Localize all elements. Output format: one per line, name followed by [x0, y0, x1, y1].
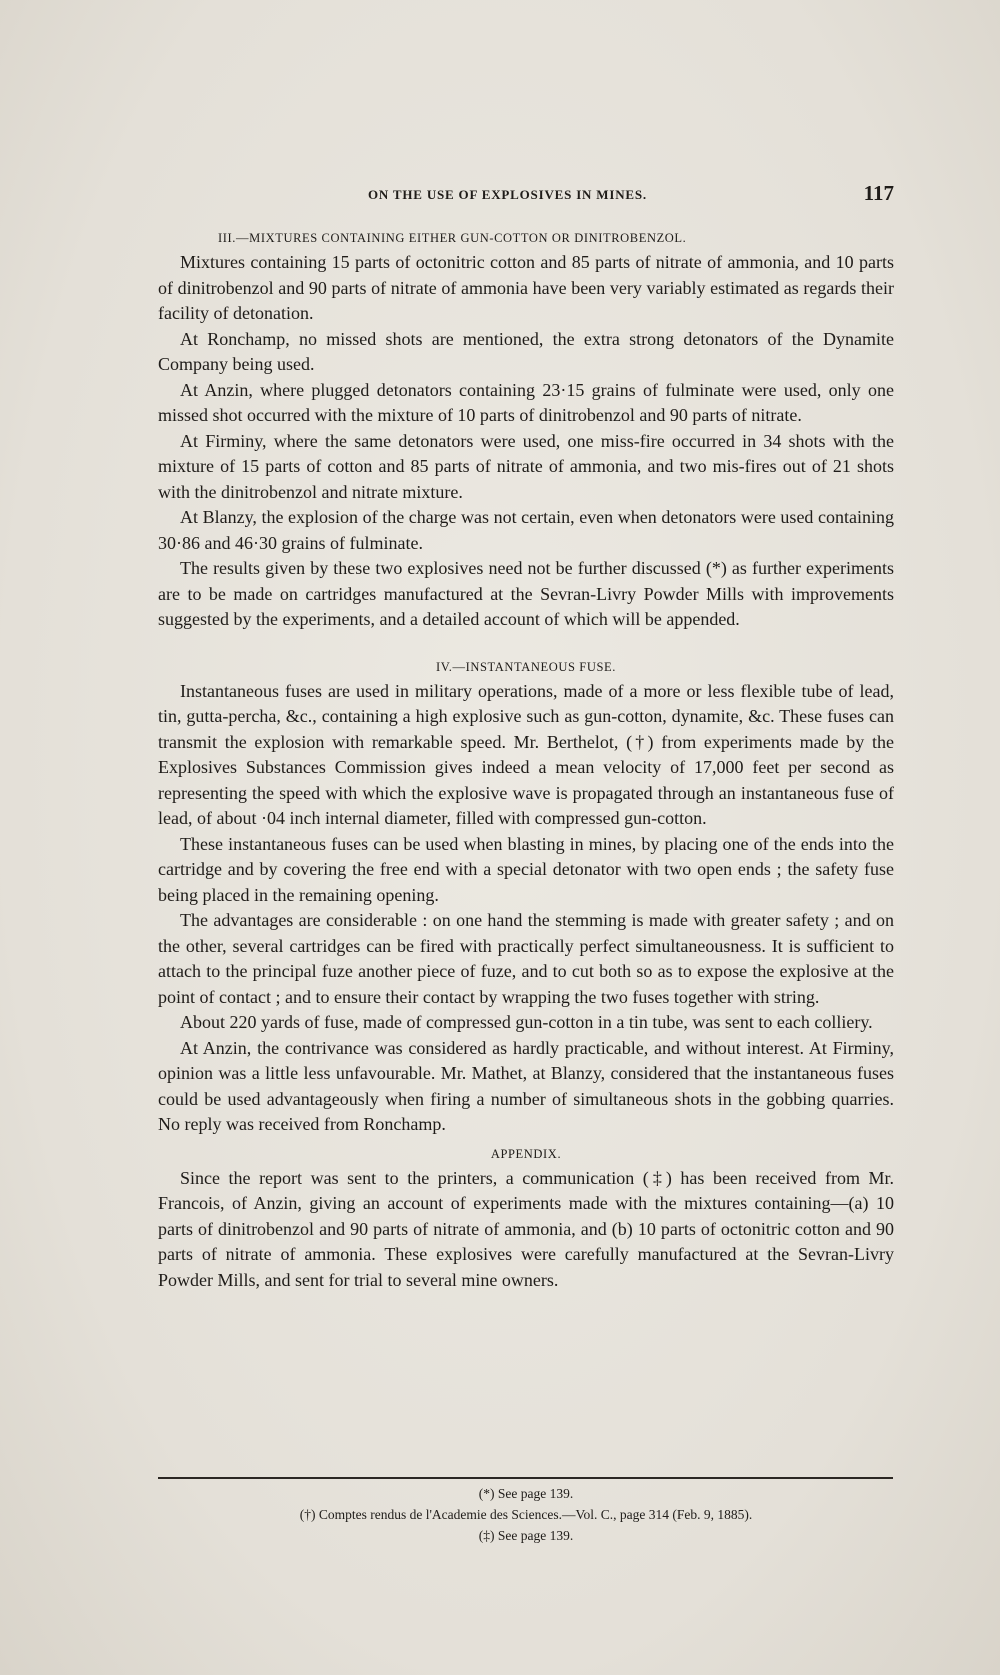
footnote: (†) Comptes rendus de l'Academie des Sciences.—Vol. C., page 314 (Feb. 9, 1885). — [299, 1507, 753, 1522]
paragraph: At Ronchamp, no missed shots are mentioned, the extra strong detonators of the Dynamite Company being used. — [158, 328, 894, 374]
section-heading: III.—MIXTURES CONTAINING EITHER GUN-COTTON OR DINITROBENZOL. — [218, 231, 687, 245]
paragraph: About 220 yards of fuse, made of compressed gun-cotton in a tin tube, was sent to each colliery. — [180, 1012, 873, 1032]
appendix-heading: APPENDIX. — [490, 1146, 562, 1161]
section-heading: IV.—INSTANTANEOUS FUSE. — [436, 659, 616, 674]
paragraph: The advantages are considerable : on one hand the stemming is made with greater safety ; and on the other, several cartridges can be fired with practically perfect simultaneousness. It is sufficient to attach to the principal fuze another piece of fuze, and to cut both so as to expose the explosive at the point of contact ; and to ensure their contact by wrapping the two fuses together with string. — [158, 910, 894, 1007]
footnotes — [158, 1483, 894, 1546]
page-number: 117 — [863, 181, 894, 205]
body-text — [158, 228, 894, 1293]
footnote: (*) See page 139. — [478, 1486, 574, 1501]
paragraph: Since the report was sent to the printers, a communication (‡) has been received from Mr. Francois, of Anzin, giving an account of experiments made with the mixtures containing—(a) 10 parts of dinitrobenzol and 90 parts of nitrate of ammonia, and (b) 10 parts of octonitric cotton and 90 parts of nitrate of ammonia. These explosives were carefully manufactured at the Sevran-Livry Powder Mills, and sent for trial to several mine owners. — [158, 1167, 894, 1290]
paragraph: These instantaneous fuses can be used when blasting in mines, by placing one of the ends into the cartridge and by covering the free end with a special detonator with two open ends ; the safety fuse being placed in the remaining opening. — [158, 833, 894, 905]
paragraph: Mixtures containing 15 parts of octonitric cotton and 85 parts of nitrate of ammonia, and 10 parts of dinitrobenzol and 90 parts of nitrate of ammonia have been very variably estimated as regards their facility of detonation. — [158, 252, 894, 323]
paragraph: The results given by these two explosives need not be further discussed (*) as further experiments are to be made on cartridges manufactured at the Sevran-Livry Powder Mills with improvements suggested by the experiments, and a detailed account of which will be appended. — [158, 558, 894, 629]
paragraph: At Anzin, the contrivance was considered as hardly practicable, and without interest. At Firminy, opinion was a little less unfavourable. Mr. Mathet, at Blanzy, considered that the instantaneous fuses could be used advantageously when firing a number of simultaneous shots in the gobbing quarries. No reply was received from Ronchamp. — [158, 1037, 894, 1134]
footnote-rule — [158, 1477, 893, 1479]
paragraph: At Blanzy, the explosion of the charge was not certain, even when detonators were used containing 30·86 and 46·30 grains of fulminate. — [158, 507, 894, 553]
paragraph: Instantaneous fuses are used in military operations, made of a more or less flexible tube of lead, tin, gutta-percha, &c., containing a high explosive such as gun-cotton, dynamite, &c. These fuses can transmit the explosion with remarkable speed. Mr. Berthelot, (†) from experiments made by the Explosives Substances Commission gives indeed a mean velocity of 17,000 feet per second as representing the speed with which the explosive wave is propagated through an instantaneous fuse of lead, of about ·04 inch internal diameter, filled with compressed gun-cotton. — [158, 680, 894, 828]
running-head: ON THE USE OF EXPLOSIVES IN MINES. — [368, 187, 647, 202]
footnote: (‡) See page 139. — [478, 1528, 574, 1543]
page-header — [158, 183, 894, 213]
paragraph: At Firminy, where the same detonators were used, one miss-fire occurred in 34 shots with the mixture of 15 parts of cotton and 85 parts of nitrate of ammonia, and two mis-fires out of 21 shots with the dinitrobenzol and nitrate mixture. — [158, 430, 894, 502]
paragraph: At Anzin, where plugged detonators containing 23·15 grains of fulminate were used, only one missed shot occurred with the mixture of 10 parts of dinitrobenzol and 90 parts of nitrate. — [158, 379, 894, 425]
